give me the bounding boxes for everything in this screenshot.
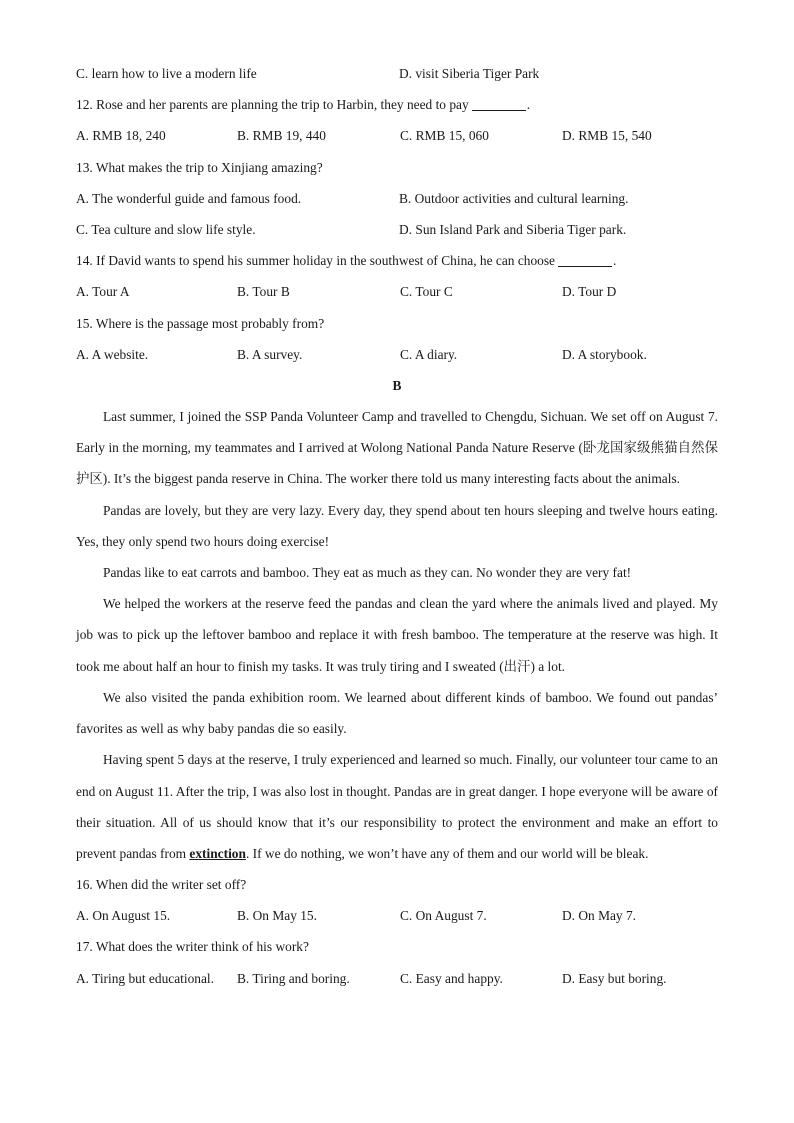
q13-stem: 13. What makes the trip to Xinjiang amazing? [76,159,323,175]
paragraph-6-text-before: Having spent 5 days at the reserve, I truly experienced and learned so much. Finally, our volunteer tour came to an end on August 11. After the trip, I was also lost in thought. Pandas are in great danger. I hope everyone will be aware of their situation. All of us should know that it’s our responsibility to protect the environment and make an effort to prevent pandas from [76,752,718,861]
q12-stem-end: . [526,97,531,113]
passage-paragraph-5: We also visited the panda exhibition room. We learned about different kinds of bamboo. We found out pandas’ favorites as well as why baby pandas die so easily. [76,689,718,737]
q16-option-d: D. On May 7. [562,908,637,924]
q15-option-b: B. A survey. [237,346,303,362]
q17-option-b: B. Tiring and boring. [237,970,350,986]
passage-paragraph-2: Pandas are lovely, but they are very lazy. Every day, they spend about ten hours sleeping and twelve hours eating. Yes, they only spend two hours doing exercise! [76,502,718,549]
q15-option-a: A. A website. [76,346,149,362]
q12-option-b: B. RMB 19, 440 [237,128,326,144]
q13-option-b: B. Outdoor activities and cultural learning. [399,190,629,206]
passage-paragraph-4: We helped the workers at the reserve feed the pandas and clean the yard where the animals lived and played. My job was to pick up the leftover bamboo and replace it with fresh bamboo. The temperature at the reserve was high. It took me about half an hour to finish my tasks. It was truly tiring and I sweated (出汗) a lot. [76,596,718,674]
q14-answer-blank[interactable] [558,252,612,267]
q17-option-a: A. Tiring but educational. [76,970,214,986]
exam-page [76,58,718,994]
q15-option-d: D. A storybook. [562,346,647,362]
q15-stem: 15. Where is the passage most probably from? [76,315,325,331]
q14-options-row [76,276,718,307]
q12-option-a: A. RMB 18, 240 [76,128,166,144]
q17-stem: 17. What does the writer think of his work? [76,939,309,955]
q16-stem: 16. When did the writer set off? [76,877,247,893]
q12-options-row [76,120,718,151]
q14-option-c: C. Tour C [400,284,453,300]
q16-options-row [76,900,718,931]
q14-option-d: D. Tour D [562,284,617,300]
q11-options-row [76,58,718,89]
section-heading: B [392,377,402,393]
q13-option-d: D. Sun Island Park and Siberia Tiger park. [399,221,627,237]
q13-option-c: C. Tea culture and slow life style. [76,221,256,237]
q13-options-row-2 [76,214,718,245]
passage-paragraph-3: Pandas like to eat carrots and bamboo. They eat as much as they can. No wonder they are very fat! [103,565,632,581]
q12-answer-blank[interactable] [472,96,526,111]
q17-option-c: C. Easy and happy. [400,970,503,986]
q12-stem-text: 12. Rose and her parents are planning the trip to Harbin, they need to pay [76,97,469,113]
q11-option-c: C. learn how to live a modern life [76,66,257,81]
q16-option-a: A. On August 15. [76,908,171,924]
passage-paragraph-6 [76,744,718,869]
q13-option-a: A. The wonderful guide and famous food. [76,190,302,206]
q12-stem [76,89,718,120]
q14-option-b: B. Tour B [237,284,290,300]
q14-stem [76,245,718,276]
q14-stem-end: . [613,253,617,269]
q12-option-d: D. RMB 15, 540 [562,128,652,144]
q16-option-c: C. On August 7. [400,908,487,924]
q14-stem-text: 14. If David wants to spend his summer holiday in the southwest of China, he can choose [76,253,556,269]
q16-option-b: B. On May 15. [237,908,317,924]
q17-options-row [76,963,718,994]
q12-option-c: C. RMB 15, 060 [400,128,489,144]
q15-options-row [76,339,718,370]
q15-option-c: C. A diary. [400,346,458,362]
q17-option-d: D. Easy but boring. [562,970,667,986]
q13-options-row-1 [76,183,718,214]
paragraph-6-text-after: . If we do nothing, we won’t have any of them and our world will be bleak. [245,845,649,861]
passage-paragraph-1: Last summer, I joined the SSP Panda Volunteer Camp and travelled to Chengdu, Sichuan. We set off on August 7. Early in the morning, my teammates and I arrived at Wolong National Panda Nature Reserve (卧龙国家级熊猫自然保护区). It’s the biggest panda reserve in China. The worker there told us many interesting facts about the animals. [76,409,718,487]
q14-option-a: A. Tour A [76,284,130,300]
keyword-extinction: extinction [189,845,246,861]
q11-option-d: D. visit Siberia Tiger Park [399,66,540,81]
